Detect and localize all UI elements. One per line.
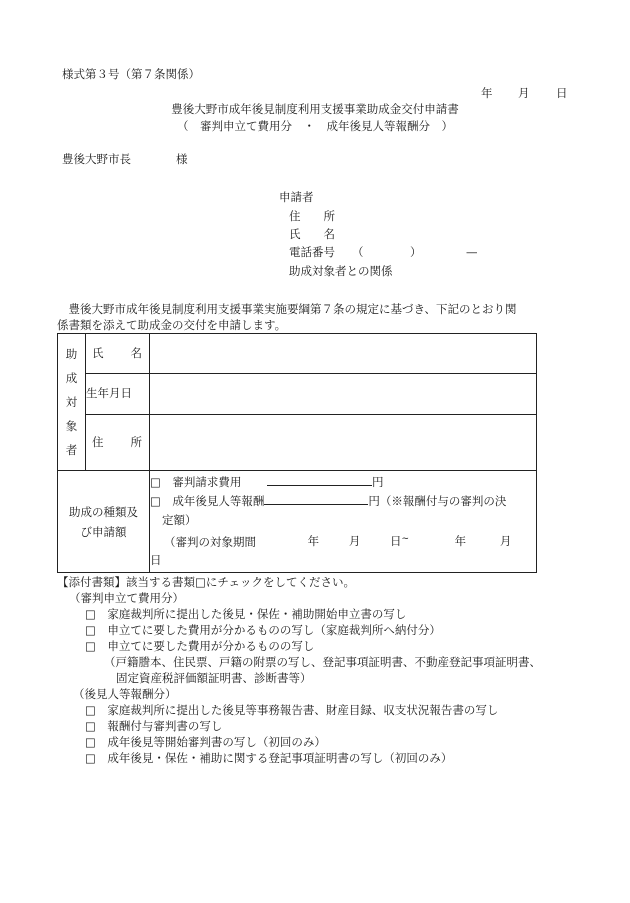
attachment-note-line-2: 固定資産税評価額証明書、診断書等） [116,671,312,685]
subject-name-label: 氏 名 [86,334,150,374]
applicant-address-label: 住 所 [289,209,335,223]
checkbox-item[interactable]: □ 家庭裁判所に提出した後見・保佐・補助開始申立書の写し [85,607,407,621]
grant-type-cell [150,471,537,573]
intro-line-2: 係書類を添えて助成金の交付を申請します。 [57,318,287,332]
attachments-section-1: （審判申立て費用分） [69,591,184,605]
applicant-heading: 申請者 [279,190,314,204]
subject-name-field[interactable] [150,334,537,374]
grant-item-guardian-fee[interactable]: □ 成年後見人等報酬 [150,493,265,508]
subject-label-char: 対 [65,395,78,409]
period-day-end: 日 [150,553,162,568]
checkbox-item[interactable]: □ 成年後見・保佐・補助に関する登記事項証明書の写し（初回のみ） [85,751,453,765]
page-title: 豊後大野市成年後見制度利用支援事業助成金交付申請書 [171,102,459,116]
applicant-name-label: 氏 名 [289,227,335,241]
attachments-section-2: （後見人等報酬分） [73,687,177,701]
attachments-header: 【添付書類】該当する書類□にチェックをしてください。 [57,575,356,589]
subject-birth-label: 生年月日 [86,374,150,415]
subject-address-label: 住 所 [86,415,150,471]
date-month: 月 [518,86,530,100]
subject-label-char: 象 [65,419,78,433]
subject-label-char: 成 [65,371,78,385]
application-table [57,333,537,573]
applicant-phone-label: 電話番号 [289,245,335,259]
checkbox-item[interactable]: □ 報酬付与審判書の写し [85,719,223,733]
checkbox-item[interactable]: □ 成年後見等開始審判書の写し（初回のみ） [85,735,326,749]
attachment-note-line-1: （戸籍謄本、住民票、戸籍の附票の写し、登記事項証明書、不動産登記事項証明書、 [104,655,541,669]
applicant-relation-label: 助成対象者との関係 [289,264,393,278]
period-line: （審判の対象期間 年 月 日~ 年 月 [164,533,512,549]
subject-vertical-label [58,334,86,471]
grant-item-examination-fee[interactable]: □ 審判請求費用 [150,474,242,489]
page-subtitle: （ 審判申立て費用分 ・ 成年後見人等報酬分 ） [177,119,453,133]
subject-address-field[interactable] [150,415,537,471]
date-day: 日 [556,86,568,100]
addressee-name: 豊後大野市長 [62,152,131,166]
guardian-fee-amount-field[interactable] [264,492,368,505]
applicant-phone-close: ） [410,245,422,259]
applicant-phone-dash: — [466,245,478,259]
addressee-honorific: 様 [176,152,188,166]
examination-fee-amount-field[interactable] [267,473,372,486]
subject-label-char: 者 [65,443,78,457]
date-year: 年 [481,86,493,100]
checkbox-item[interactable]: □ 申立てに要した費用が分かるものの写し [85,639,315,653]
guardian-fee-note-cont: 定額） [162,512,197,527]
applicant-phone-open: （ [352,245,364,259]
grant-type-label: 助成の種類及 び申請額 [58,471,150,573]
form-number: 様式第３号（第７条関係） [62,67,200,81]
guardian-fee-note: 円（※報酬付与の審判の決 [368,493,507,508]
yen-unit: 円 [372,474,384,489]
subject-label-char: 助 [65,347,78,361]
checkbox-item[interactable]: □ 申立てに要した費用が分かるものの写し（家庭裁判所へ納付分） [85,623,441,637]
subject-birth-field[interactable] [150,374,537,415]
checkbox-item[interactable]: □ 家庭裁判所に提出した後見等事務報告書、財産目録、収支状況報告書の写し [85,703,499,717]
intro-line-1: 豊後大野市成年後見制度利用支援事業実施要綱第７条の規定に基づき、下記のとおり関 [57,302,517,316]
